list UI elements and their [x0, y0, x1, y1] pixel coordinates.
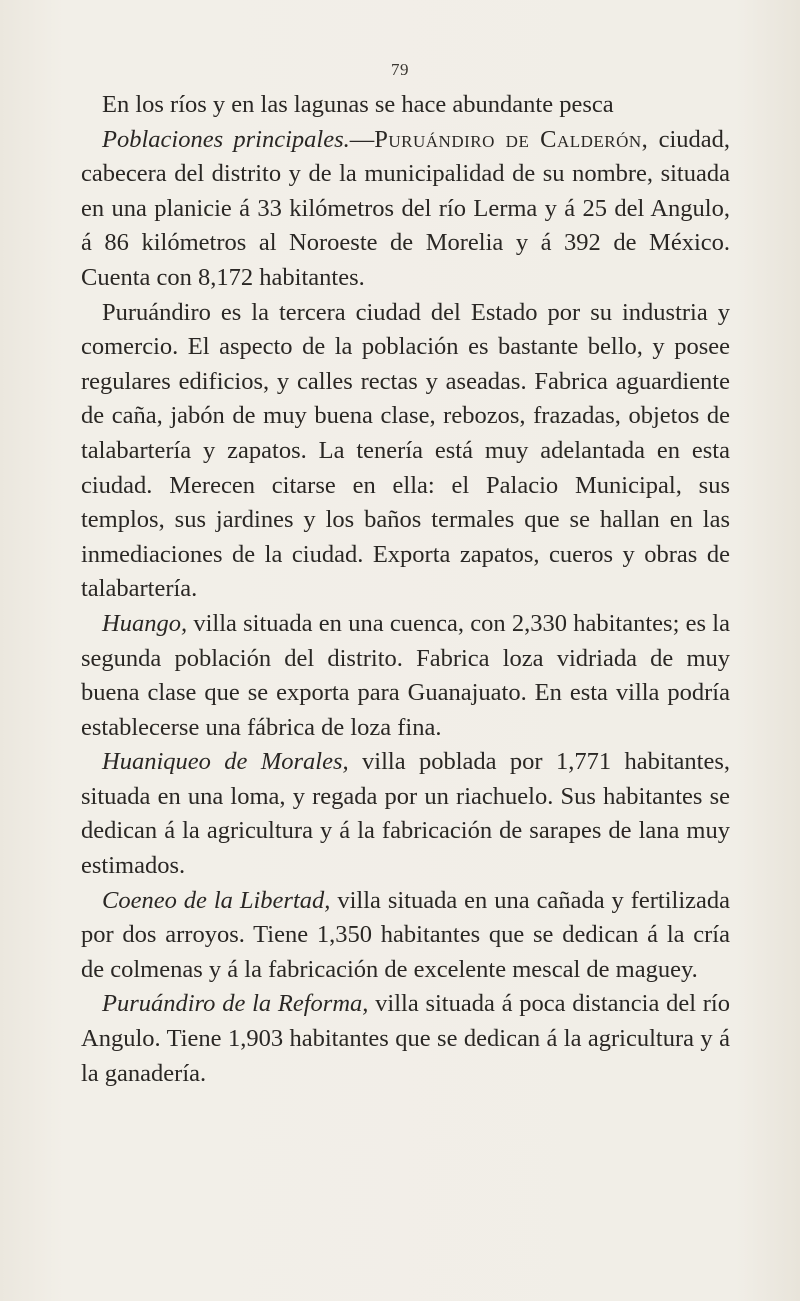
paragraph-text: Puruándiro es la tercera ciudad del Estado por su industria y comercio. El aspecto de la población es bastante bello, y posee regulares edificios, y calles rectas y aseadas. Fabrica aguardiente de caña, jabón de muy buena clase, rebozos, frazadas, objetos de talabartería y zapatos. La tenería está muy adelantada en esta ciudad. Merecen citarse en ella: el Palacio Municipal, sus templos, sus jardines y los baños termales que se hallan en las inmediaciones de la ciudad. Exporta zapatos, cueros y obras de talabartería. [81, 298, 730, 603]
paragraph-puruandiro-industry [81, 296, 730, 607]
heading-dash: — [349, 125, 375, 153]
paragraph-huaniqueo [81, 745, 730, 883]
section-heading: Poblaciones principales. [102, 125, 350, 153]
paragraph-text: villa situada en una cañada y fertilizada por dos arroyos. Tiene 1,350 habitantes que se dedican á la cría de colmenas y á la fabricación de excelente mescal de maguey. [81, 886, 730, 983]
place-name: Puruándiro de la Reforma, [102, 990, 369, 1018]
paragraph-huango [81, 607, 730, 745]
place-name: Huango, [102, 609, 188, 637]
page-number: 79 [391, 60, 409, 79]
paragraph-text: villa poblada por 1,771 habitantes, situada en una loma, y regada por un riachuelo. Sus habitantes se dedican á la agricultura y á la fabricación de sarapes de lana muy estimados. [81, 748, 730, 880]
paragraph-text: ciudad, cabecera del distrito y de la municipalidad de su nombre, situada en una planicie á 33 kilómetros del río Lerma y á 25 del Angulo, á 86 kilómetros al Noroeste de Morelia y á 392 de México. Cuenta con 8,172 habitantes. [81, 125, 731, 291]
page-body [81, 88, 730, 1091]
paragraph-text: villa situada á poca distancia del río Angulo. Tiene 1,903 habitantes que se dedican á la agricultura y á la ganadería. [81, 990, 730, 1087]
paragraph-puruandiro-de-calderon [81, 123, 730, 296]
paragraph-puruandiro-de-la-reforma [81, 987, 730, 1091]
paragraph-text: villa situada en una cuenca, con 2,330 habitantes; es la segunda población del distrito. Fabrica loza vidriada de muy buena clase que se exporta para Guanajuato. En esta villa podría establecerse una fábrica de loza fina. [81, 609, 730, 741]
place-name: Puruándiro de Calderón, [374, 125, 649, 153]
paragraph-coeneo [81, 884, 730, 988]
place-name: Coeneo de la Libertad, [102, 886, 331, 914]
paragraph-text: En los ríos y en las lagunas se hace abundante pesca [102, 91, 614, 118]
place-name: Huaniqueo de Morales, [102, 748, 349, 776]
paragraph-fishing [81, 88, 730, 123]
